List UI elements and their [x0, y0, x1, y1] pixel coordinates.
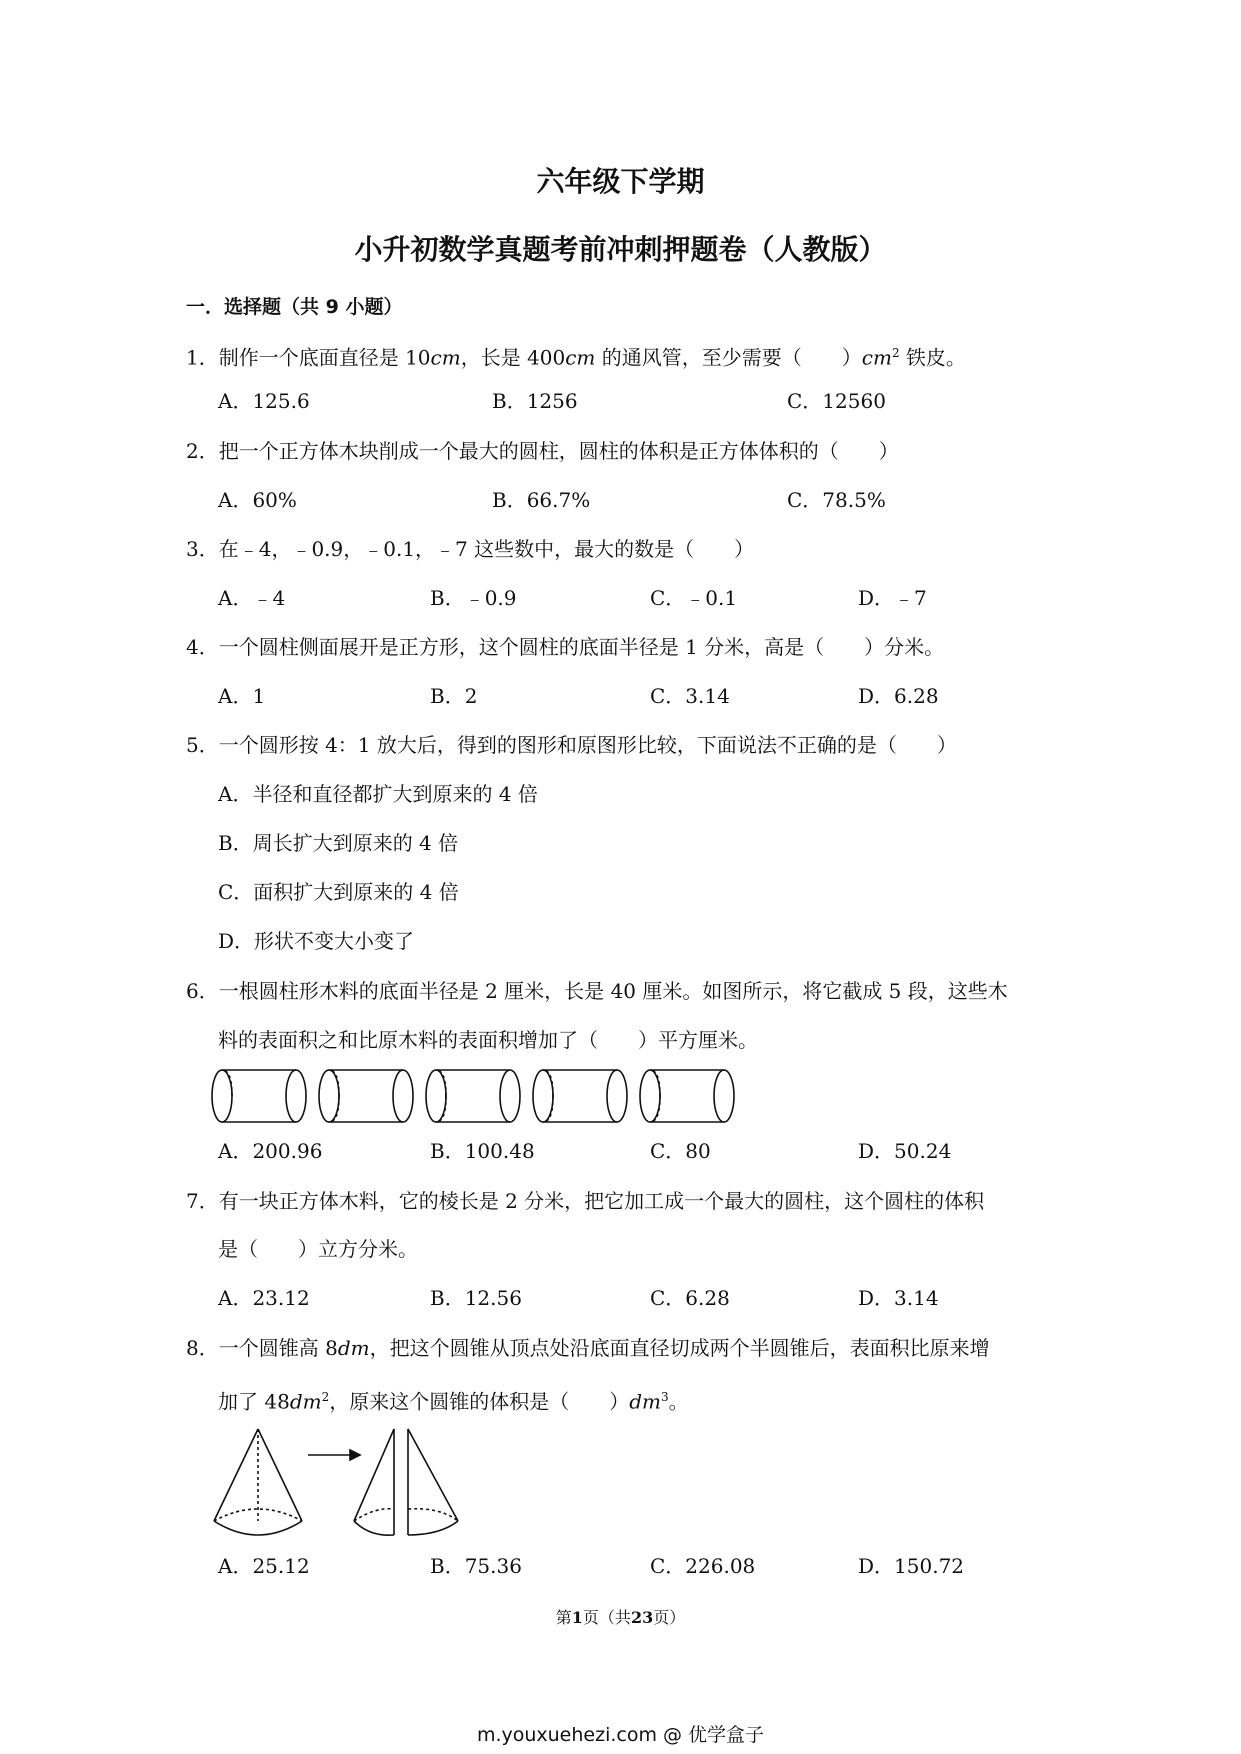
q7-option-d: D．3.14 — [858, 1286, 939, 1310]
page-subtitle: 小升初数学真题考前冲刺押题卷（人教版） — [354, 233, 887, 266]
q6-option-d: D．50.24 — [858, 1139, 952, 1163]
q8-option-c: C．226.08 — [650, 1554, 756, 1578]
cone-cut-figure — [210, 1425, 470, 1540]
q3-option-d: D．﹣7 — [858, 586, 927, 610]
page-number: 第1页（共23页） — [555, 1608, 686, 1627]
site-watermark: m.youxuehezi.com @ 优学盒子 — [476, 1724, 765, 1746]
q6-option-c: C．80 — [650, 1139, 711, 1163]
q4-option-a: A．1 — [218, 684, 266, 708]
question-4-stem: 4．一个圆柱侧面展开是正方形，这个圆柱的底面半径是 1 分米，高是（ ）分米。 — [186, 635, 945, 659]
q1-option-a: A．125.6 — [218, 389, 310, 413]
section-heading: 一．选择题（共 9 小题） — [186, 296, 403, 318]
question-6-stem: 6．一根圆柱形木料的底面半径是 2 厘米，长是 40 厘米。如图所示，将它截成 5 段，这些木 — [186, 979, 1008, 1003]
q4-option-b: B．2 — [430, 684, 478, 708]
question-1-stem: 1．制作一个底面直径是 10cm，长是 400cm 的通风管，至少需要（ ）$cm^2$ 铁皮。 — [186, 345, 966, 370]
q1-option-b: B．1256 — [492, 389, 578, 413]
arrow — [308, 1450, 360, 1460]
q5-option-a: A．半径和直径都扩大到原来的 4 倍 — [218, 782, 538, 806]
q6-option-a: A．200.96 — [218, 1139, 323, 1163]
question-7-stem-line2: 是（ ）立方分米。 — [218, 1237, 418, 1261]
cylinder-piece-1 — [212, 1070, 306, 1122]
q3-option-b: B．﹣0.9 — [430, 586, 517, 610]
q7-option-a: A．23.12 — [218, 1286, 310, 1310]
question-8-stem-line2: 加了 $48dm^2$，原来这个圆锥的体积是（ ）$dm^3$。 — [218, 1389, 689, 1414]
q3-option-a: A．﹣4 — [218, 586, 286, 610]
q2-option-b: B．66.7% — [492, 488, 591, 512]
q5-option-d: D．形状不变大小变了 — [218, 929, 415, 953]
q4-option-c: C．3.14 — [650, 684, 730, 708]
q7-option-b: B．12.56 — [430, 1286, 522, 1310]
question-5-stem: 5．一个圆形按 4：1 放大后，得到的图形和原图形比较，下面说法不正确的是（ ） — [186, 733, 957, 757]
q2-option-a: A．60% — [218, 488, 297, 512]
q7-option-c: C．6.28 — [650, 1286, 730, 1310]
cylinder-piece-4 — [533, 1070, 627, 1122]
cylinder-piece-3 — [426, 1070, 520, 1122]
half-cone-left — [354, 1429, 394, 1535]
question-3-stem: 3．在﹣4，﹣0.9，﹣0.1，﹣7 这些数中，最大的数是（ ） — [186, 537, 755, 561]
q6-option-b: B．100.48 — [430, 1139, 535, 1163]
q1-option-c: C．12560 — [787, 389, 886, 413]
half-cone-right — [408, 1429, 458, 1535]
q8-option-d: D．150.72 — [858, 1554, 965, 1578]
question-7-stem: 7．有一块正方体木料，它的棱长是 2 分米，把它加工成一个最大的圆柱，这个圆柱的体积 — [186, 1189, 985, 1213]
question-2-stem: 2．把一个正方体木块削成一个最大的圆柱，圆柱的体积是正方体体积的（ ） — [186, 439, 899, 463]
cylinder-piece-2 — [319, 1070, 413, 1122]
q2-option-c: C．78.5% — [787, 488, 886, 512]
whole-cone — [214, 1429, 302, 1535]
question-8-stem: 8．一个圆锥高 8dm，把这个圆锥从顶点处沿底面直径切成两个半圆锥后，表面积比原来增 — [186, 1336, 990, 1360]
q3-option-c: C．﹣0.1 — [650, 586, 738, 610]
page-title: 六年级下学期 — [536, 165, 705, 198]
q8-option-a: A．25.12 — [218, 1554, 310, 1578]
q5-option-c: C．面积扩大到原来的 4 倍 — [218, 880, 459, 904]
question-6-stem-line2: 料的表面积之和比原木料的表面积增加了（ ）平方厘米。 — [218, 1028, 758, 1052]
q4-option-d: D．6.28 — [858, 684, 939, 708]
cylinder-pieces-figure — [210, 1065, 750, 1127]
q5-option-b: B．周长扩大到原来的 4 倍 — [218, 831, 459, 855]
q8-option-b: B．75.36 — [430, 1554, 522, 1578]
cylinder-piece-5 — [640, 1070, 734, 1122]
